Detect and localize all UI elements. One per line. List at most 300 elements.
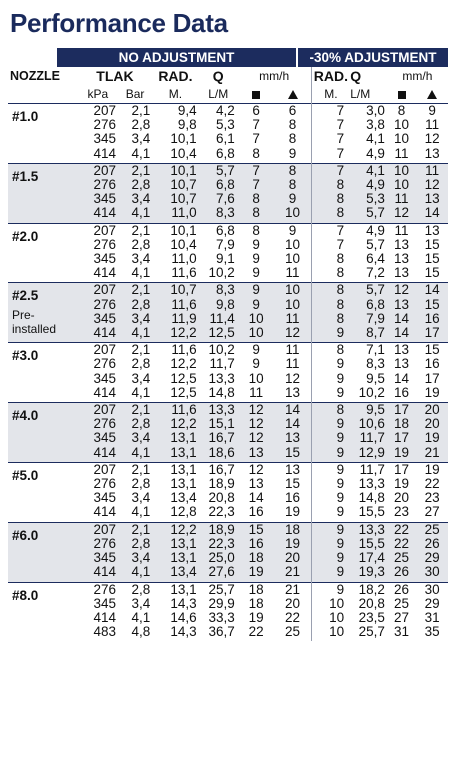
q-cell: 18,9 <box>208 476 235 492</box>
mmh2-tri-cell: 31 <box>424 609 440 625</box>
mmh-sq-cell: 12 <box>238 431 275 445</box>
q-cell: 7,9 <box>215 236 235 252</box>
mmh2-tri-cell: 30 <box>416 565 448 582</box>
mmh-tri-cell: 13 <box>284 384 301 400</box>
rad2-cell: 8 <box>311 192 350 206</box>
rad-cell: 13,1 <box>152 431 198 445</box>
mmh2-tri-cell: 11 <box>425 117 440 133</box>
kpa-cell: 414 <box>93 504 116 520</box>
nozzle-size: #5.0 <box>12 467 39 483</box>
mmh2-sq-cell: 16 <box>393 384 410 400</box>
mmh2-tri-cell: 22 <box>424 476 440 492</box>
band-no-adjustment: NO ADJUSTMENT <box>57 48 296 67</box>
bar-cell: 3,4 <box>131 490 151 506</box>
q2-cell: 4,9 <box>366 145 385 161</box>
nozzle-label <box>8 582 78 641</box>
mmh2-tri-cell: 23 <box>424 490 440 506</box>
kpa-cell: 276 <box>93 117 116 133</box>
rad2-cell: 10 <box>311 597 350 611</box>
mmh2-tri-cell: 15 <box>424 251 440 267</box>
mmh2-sq-cell: 10 <box>387 178 416 192</box>
mmh-tri-cell: 14 <box>274 403 311 418</box>
mmh-sq-cell: 8 <box>238 206 275 223</box>
rad2-cell: 9 <box>311 357 350 371</box>
q2-cell: 15,5 <box>358 504 385 520</box>
rad-cell: 13,4 <box>152 565 198 582</box>
mmh2-sq-cell: 14 <box>387 326 416 343</box>
rad-cell: 10,4 <box>170 145 197 161</box>
triangle-icon <box>427 90 437 99</box>
mmh2-sq-cell: 12 <box>387 206 416 223</box>
rad-cell: 13,1 <box>152 446 198 463</box>
mmh-sq-cell: 13 <box>248 476 264 492</box>
mmh2-tri-cell: 19 <box>416 431 448 445</box>
nozzle-header: NOZZLE <box>10 68 60 83</box>
nozzle-label <box>8 104 78 164</box>
nozzle-size: #2.0 <box>12 228 39 244</box>
q-cell: 6,8 <box>215 145 235 161</box>
mmh2-sq-cell: 19 <box>387 446 416 463</box>
rad2-cell: 9 <box>311 417 350 431</box>
mmh2-tri-cell: 29 <box>424 595 440 611</box>
bar-cell: 3,4 <box>118 312 152 326</box>
q2-cell: 8,7 <box>350 326 387 343</box>
mmh2-sq-cell: 22 <box>387 522 416 537</box>
mmh-sq-cell: 10 <box>238 312 275 326</box>
mmh-sq-cell: 9 <box>238 343 275 358</box>
mmh-sq-cell: 9 <box>252 251 260 267</box>
nozzle-label <box>8 403 78 463</box>
rad2-cell: 8 <box>311 283 350 298</box>
rad-cell: 13,1 <box>152 551 198 565</box>
q2-cell: 5,3 <box>350 192 387 206</box>
mmh-tri-cell: 13 <box>274 431 311 445</box>
kpa-cell: 414 <box>78 565 118 582</box>
bar-cell: 2,8 <box>118 298 152 312</box>
bar-cell: 2,8 <box>118 582 152 597</box>
mmh2-sq-cell: 13 <box>393 236 410 252</box>
q-cell: 4,2 <box>199 104 238 119</box>
mmh-sq-cell: 19 <box>238 565 275 582</box>
q2-cell: 6,8 <box>350 298 387 312</box>
mmh2-tri-cell: 12 <box>424 131 440 147</box>
kpa-cell: 276 <box>78 417 118 431</box>
rad-cell: 13,1 <box>152 462 198 477</box>
mmh-tri-cell: 11 <box>274 343 311 358</box>
mmh2-tri-cell: 19 <box>424 384 440 400</box>
mmh2-tri-cell: 11 <box>416 163 448 178</box>
table-row <box>8 163 448 178</box>
rad-cell: 12,5 <box>170 384 197 400</box>
mmh2-tri-cell: 13 <box>416 223 448 238</box>
rad-cell: 11,6 <box>152 403 198 418</box>
bar-cell: 4,8 <box>131 624 151 640</box>
rad2-cell: 10 <box>311 625 350 641</box>
mmh-sq-cell: 11 <box>249 384 264 400</box>
mmh-tri-cell: 6 <box>274 104 311 119</box>
mmh2-sq-cell: 8 <box>387 104 416 119</box>
mmh-tri-cell: 20 <box>274 551 311 565</box>
q2-cell: 13,3 <box>358 476 385 492</box>
mmh-tri-cell: 20 <box>284 595 301 611</box>
mmh2-tri-cell: 13 <box>424 145 440 161</box>
mmh2-sq-cell: 13 <box>387 298 416 312</box>
rad-cell: 10,1 <box>152 163 198 178</box>
kpa-cell: 207 <box>78 522 118 537</box>
q2-cell: 11,7 <box>350 462 387 477</box>
mmh2-tri-cell: 21 <box>416 446 448 463</box>
q-cell: 10,2 <box>199 343 238 358</box>
rad2-cell: 9 <box>311 522 350 537</box>
mmh2-sq-cell: 12 <box>387 283 416 298</box>
kpa-cell: 345 <box>78 192 118 206</box>
bar-cell: 2,1 <box>118 462 152 477</box>
mmh2-sq-cell: 25 <box>393 595 410 611</box>
kpa-cell: 207 <box>78 403 118 418</box>
performance-table <box>8 67 448 641</box>
mmh2-tri-cell: 27 <box>424 504 440 520</box>
rad2-cell: 7 <box>311 147 350 164</box>
rad2-cell: 9 <box>311 326 350 343</box>
kpa-cell: 414 <box>93 145 116 161</box>
rad2-cell: 9 <box>311 505 350 522</box>
mmh-tri-cell: 21 <box>274 565 311 582</box>
bar-cell: 4,1 <box>131 609 151 625</box>
mmh-tri-cell: 9 <box>288 145 297 161</box>
nozzle-note: Pre-installed <box>12 307 57 336</box>
q-cell: 22,3 <box>199 537 238 551</box>
mmh2-sq-cell: 31 <box>393 624 410 640</box>
q-cell: 25,0 <box>199 551 238 565</box>
q-cell: 13,3 <box>199 403 238 418</box>
mmh2-tri-cell: 19 <box>416 462 448 477</box>
tlak-header: TLAK <box>96 67 134 84</box>
rad2-cell: 8 <box>311 206 350 223</box>
bar-cell: 2,8 <box>131 356 151 372</box>
mmh-tri-cell: 18 <box>274 522 311 537</box>
mmh2-tri-cell: 20 <box>416 417 448 431</box>
mmh2-tri-cell: 15 <box>424 265 440 281</box>
nozzle-label <box>8 522 78 582</box>
q-cell: 5,7 <box>199 163 238 178</box>
mmh-tri-cell: 8 <box>274 163 311 178</box>
mmh2-sq-cell: 23 <box>393 504 410 520</box>
rad-cell: 13,4 <box>170 490 197 506</box>
q-cell: 18,9 <box>199 522 238 537</box>
rad-cell: 9,8 <box>177 117 197 133</box>
q-cell: 7,6 <box>199 192 238 206</box>
q2-cell: 4,1 <box>366 131 385 147</box>
q2-cell: 7,1 <box>350 343 387 358</box>
bar-cell: 4,1 <box>118 326 152 343</box>
mmh-sq-cell: 18 <box>238 551 275 565</box>
q2-cell: 23,5 <box>358 609 385 625</box>
rad2-cell: 9 <box>311 462 350 477</box>
mmh-sq-cell: 8 <box>238 223 275 238</box>
q-cell: 6,1 <box>215 131 235 147</box>
mmh2-tri-cell: 25 <box>416 522 448 537</box>
rad2-cell: 8 <box>311 343 350 358</box>
nozzle-label <box>8 163 78 223</box>
q-cell: 15,1 <box>199 417 238 431</box>
bar-cell: 2,8 <box>118 417 152 431</box>
rad-header: RAD. <box>158 67 193 84</box>
lm-header: L/M <box>208 86 229 101</box>
q-cell: 12,5 <box>199 326 238 343</box>
mmh2-tri-cell: 15 <box>424 236 440 252</box>
nozzle-size: #3.0 <box>12 348 39 364</box>
kpa-cell: 207 <box>78 163 118 178</box>
nozzle-label <box>8 283 78 343</box>
q2-cell: 10,2 <box>358 384 385 400</box>
q2-cell: 15,5 <box>350 537 387 551</box>
mmh2-sq-cell: 13 <box>393 265 410 281</box>
mmh2-sq-cell: 18 <box>387 417 416 431</box>
rad-cell: 10,1 <box>170 131 197 147</box>
square-icon <box>252 91 260 99</box>
bar-cell: 2,1 <box>118 104 152 119</box>
rad2-cell: 9 <box>311 537 350 551</box>
rad2-cell: 7 <box>311 104 350 119</box>
kpa-cell: 207 <box>78 283 118 298</box>
q-cell: 13,3 <box>208 370 235 386</box>
rad-cell: 12,2 <box>152 417 198 431</box>
mmh-sq-cell: 19 <box>248 609 264 625</box>
bar-cell: 2,8 <box>131 117 151 133</box>
mmh2-tri-cell: 12 <box>416 178 448 192</box>
mmh-sq-cell: 16 <box>248 504 264 520</box>
q2-cell: 9,5 <box>366 370 385 386</box>
mmh2-tri-cell: 16 <box>416 312 448 326</box>
rad-cell: 14,6 <box>170 609 197 625</box>
mmh2-tri-cell: 17 <box>416 326 448 343</box>
rad-cell: 10,1 <box>152 223 198 238</box>
kpa-cell: 414 <box>93 384 116 400</box>
subheader-row <box>8 85 448 104</box>
rad2-cell: 8 <box>311 178 350 192</box>
rad-cell: 12,5 <box>170 370 197 386</box>
rad-cell: 10,7 <box>152 178 198 192</box>
mmh2-sq-cell: 25 <box>387 551 416 565</box>
rad2-cell: 8 <box>311 266 350 283</box>
rad-cell: 10,4 <box>170 236 197 252</box>
q2-cell: 7,2 <box>366 265 385 281</box>
kpa-cell: 345 <box>93 370 116 386</box>
mmh2-sq-cell: 10 <box>387 163 416 178</box>
nozzle-label <box>8 223 78 283</box>
kpa-cell: 345 <box>78 551 118 565</box>
kpa-cell: 414 <box>93 265 116 281</box>
q-cell: 18,6 <box>199 446 238 463</box>
mmh-tri-cell: 10 <box>274 206 311 223</box>
q2-cell: 17,4 <box>350 551 387 565</box>
mmh-tri-cell: 22 <box>284 609 301 625</box>
kpa-cell: 207 <box>78 462 118 477</box>
kpa-cell: 483 <box>93 624 116 640</box>
kpa-cell: 414 <box>78 326 118 343</box>
mmh2-tri-cell: 30 <box>416 582 448 597</box>
kpa-cell: 345 <box>93 595 116 611</box>
kpa-cell: 276 <box>78 298 118 312</box>
q2-cell: 4,9 <box>350 223 387 238</box>
mmh2-sq-cell: 14 <box>387 312 416 326</box>
q2-cell: 13,3 <box>350 522 387 537</box>
q-cell: 6,8 <box>199 178 238 192</box>
q-cell: 14,8 <box>208 384 235 400</box>
mmh-tri-cell: 12 <box>274 326 311 343</box>
q2-cell: 3,8 <box>366 117 385 133</box>
mmh-sq-cell: 8 <box>252 145 260 161</box>
mmh2-sq-cell: 26 <box>387 565 416 582</box>
nozzle-size: #4.0 <box>12 408 39 424</box>
q2-cell: 14,8 <box>358 490 385 506</box>
m-header: M. <box>168 86 183 101</box>
nozzle-size: #1.5 <box>12 168 39 184</box>
table-row <box>8 403 448 418</box>
kpa-cell: 414 <box>78 206 118 223</box>
q-cell: 29,9 <box>208 595 235 611</box>
bar-cell: 2,1 <box>118 343 152 358</box>
rad-cell: 14,3 <box>170 595 197 611</box>
mmh2-tri-cell: 14 <box>416 206 448 223</box>
mmh-tri-cell: 9 <box>274 192 311 206</box>
bar-cell: 3,4 <box>118 431 152 445</box>
q2-cell: 8,3 <box>366 356 385 372</box>
rad2-cell: 7 <box>311 132 350 146</box>
mmh2-tri-cell: 15 <box>416 298 448 312</box>
rad2-cell: 9 <box>311 491 350 505</box>
mmh2-sq-cell: 14 <box>393 370 410 386</box>
nozzle-size: #1.0 <box>12 109 39 124</box>
kpa-cell: 276 <box>78 537 118 551</box>
mmh-sq-cell: 16 <box>238 537 275 551</box>
q2-header: Q <box>350 67 362 84</box>
mmh2-tri-cell: 29 <box>416 551 448 565</box>
kpa-cell: 345 <box>78 312 118 326</box>
rad-cell: 10,7 <box>152 192 198 206</box>
bar-cell: 2,8 <box>131 236 151 252</box>
mmh-sq-cell: 7 <box>252 117 260 133</box>
rad2-header: RAD. <box>311 67 350 85</box>
bar-cell: 4,1 <box>131 384 151 400</box>
bar-cell: 4,1 <box>118 446 152 463</box>
rad2-cell: 9 <box>311 431 350 445</box>
mmh-sq-cell: 15 <box>238 522 275 537</box>
mmh2-sq-cell: 17 <box>387 403 416 418</box>
q2-cell: 7,9 <box>350 312 387 326</box>
table-row <box>8 223 448 238</box>
q-cell: 5,3 <box>215 117 235 133</box>
mmh-sq-cell: 7 <box>238 163 275 178</box>
bar-cell: 4,1 <box>118 565 152 582</box>
rad2-cell: 8 <box>311 252 350 266</box>
q2-cell: 6,4 <box>366 251 385 267</box>
mmh-sq-cell: 9 <box>252 356 260 372</box>
rad2-cell: 10 <box>311 611 350 625</box>
rad-cell: 11,0 <box>171 251 197 267</box>
mmh-sq-cell: 10 <box>238 326 275 343</box>
mmh2-tri-cell: 26 <box>416 537 448 551</box>
q2-cell: 12,9 <box>350 446 387 463</box>
bar-cell: 2,8 <box>118 178 152 192</box>
rad-cell: 13,1 <box>152 582 198 597</box>
mmh2-tri-cell: 14 <box>416 283 448 298</box>
rad-cell: 12,2 <box>152 522 198 537</box>
mmh2-sq-cell: 20 <box>393 490 410 506</box>
mmh2-sq-cell: 19 <box>393 476 410 492</box>
mmh-tri-cell: 19 <box>274 537 311 551</box>
q2-cell: 5,7 <box>350 206 387 223</box>
band-30-adjustment: -30% ADJUSTMENT <box>298 48 448 67</box>
mmh-sq-cell: 7 <box>252 131 260 147</box>
bar-cell: 2,1 <box>118 163 152 178</box>
mmh2-tri-cell: 20 <box>416 403 448 418</box>
bar-cell: 3,4 <box>131 595 151 611</box>
q-cell: 22,3 <box>208 504 235 520</box>
q-cell: 10,2 <box>208 265 235 281</box>
rad-cell: 11,0 <box>152 206 198 223</box>
bar-cell: 2,1 <box>118 403 152 418</box>
mmh-tri-cell: 15 <box>284 476 301 492</box>
mmh-sq-cell: 9 <box>238 298 275 312</box>
nozzle-size: #8.0 <box>12 587 39 603</box>
kpa-cell: 345 <box>93 251 116 267</box>
mmh-sq-cell: 9 <box>252 236 260 252</box>
bar-cell: 3,4 <box>118 551 152 565</box>
q2-cell: 11,7 <box>350 431 387 445</box>
q-cell: 33,3 <box>208 609 235 625</box>
mmh2-tri-cell: 15 <box>416 343 448 358</box>
q-cell: 11,7 <box>209 356 235 372</box>
rad-cell: 13,1 <box>170 476 197 492</box>
q2-cell: 5,7 <box>366 236 385 252</box>
q-cell: 11,4 <box>199 312 238 326</box>
mmh-tri-cell: 21 <box>274 582 311 597</box>
mmh-tri-cell: 11 <box>285 356 300 372</box>
mmh-tri-cell: 9 <box>274 223 311 238</box>
bar-cell: 2,8 <box>131 476 151 492</box>
mmh2-sq-cell: 13 <box>387 343 416 358</box>
mmh-sq-cell: 12 <box>238 462 275 477</box>
bar-cell: 2,1 <box>118 223 152 238</box>
q-cell: 16,7 <box>199 431 238 445</box>
q2-cell: 18,2 <box>350 582 387 597</box>
mmh-tri-cell: 25 <box>284 624 301 640</box>
rad-cell: 10,7 <box>152 283 198 298</box>
mmh-sq-cell: 18 <box>238 582 275 597</box>
mmh2-tri-cell: 13 <box>416 192 448 206</box>
bar-cell: 4,1 <box>131 145 151 161</box>
table-row <box>8 343 448 358</box>
table-row <box>8 462 448 477</box>
kpa-cell: 345 <box>78 431 118 445</box>
kpa-cell: 276 <box>78 178 118 192</box>
kpa-cell: 345 <box>93 490 116 506</box>
mmh2-tri-cell: 16 <box>424 356 440 372</box>
bar-cell: 4,1 <box>131 265 151 281</box>
rad2-cell: 7 <box>311 163 350 178</box>
mmh2-sq-cell: 13 <box>393 251 410 267</box>
bar-cell: 3,4 <box>131 131 151 147</box>
square-icon <box>398 91 406 99</box>
rad2-cell: 9 <box>311 386 350 403</box>
bar-cell: 4,1 <box>118 206 152 223</box>
rad-cell: 14,3 <box>170 624 197 640</box>
rad2-cell: 9 <box>311 446 350 463</box>
rad-cell: 12,2 <box>170 356 197 372</box>
rad-cell: 11,6 <box>152 298 198 312</box>
nozzle-size: #2.5 <box>12 288 39 304</box>
